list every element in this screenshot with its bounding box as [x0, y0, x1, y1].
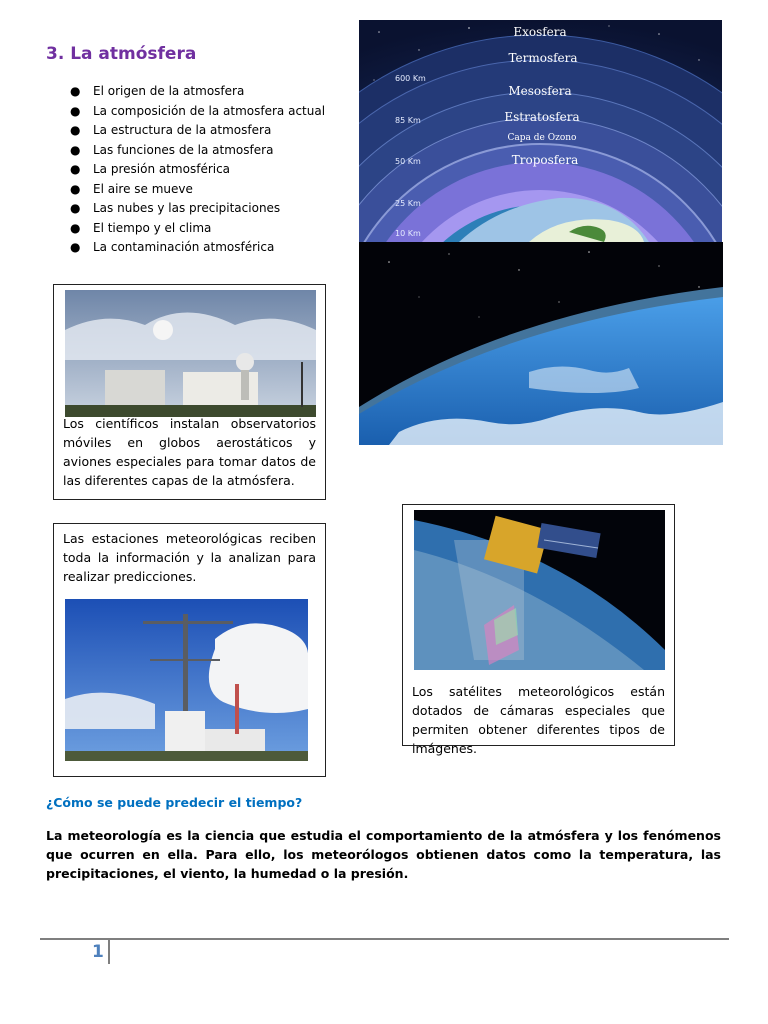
bullet-icon: ● [70, 201, 81, 215]
weather-balloon-image [65, 290, 316, 417]
topic-label: La composición de la atmosfera actual [93, 103, 326, 118]
altitude-label: 10 Km [395, 229, 421, 238]
section-title: 3. La atmósfera [46, 44, 197, 64]
satellite-image [414, 510, 665, 670]
layer-label: Termosfera [508, 51, 578, 65]
footer-divider [40, 938, 729, 940]
list-item [68, 219, 325, 239]
weather-balloon-svg [65, 290, 316, 417]
altitude-label: 600 Km [395, 74, 426, 83]
topic-label: La presión atmosférica [93, 162, 231, 176]
list-item [68, 199, 325, 219]
bullet-icon: ● [70, 84, 81, 98]
list-item [68, 82, 325, 102]
bullet-icon: ● [70, 142, 81, 157]
satellite-caption: Los satélites meteorológicos están dotados de cámaras especiales que permiten obtener diferentes tipos de imágenes. [412, 684, 665, 756]
earth-horizon-svg [359, 242, 723, 445]
topic-label: El origen de la atmosfera [93, 84, 245, 98]
list-item [68, 238, 325, 258]
layer-label: Troposfera [511, 153, 579, 167]
list-item [68, 141, 325, 161]
altitude-label: 25 Km [395, 199, 421, 208]
topic-label: La contaminación atmosférica [93, 240, 275, 254]
list-item [68, 180, 325, 200]
list-item [68, 121, 325, 141]
weather-station-box [53, 523, 326, 777]
page-number-separator [108, 938, 110, 964]
list-item [68, 102, 325, 122]
topic-label: El aire se mueve [93, 181, 193, 196]
balloon-observatory-box [53, 284, 326, 500]
station-caption: Las estaciones meteorológicas reciben toda la información y la analizan para realizar predicciones. [63, 531, 316, 584]
question-heading: ¿Cómo se puede predecir el tiempo? [46, 795, 303, 810]
atmosphere-layers-diagram [359, 20, 722, 242]
satellite-box [402, 504, 675, 756]
bullet-icon: ● [70, 240, 81, 254]
layer-label: Capa de Ozono [507, 133, 577, 143]
bullet-icon: ● [70, 181, 81, 196]
atmosphere-layers-svg [359, 20, 722, 242]
altitude-label: 85 Km [395, 116, 421, 125]
bullet-icon: ● [70, 220, 81, 235]
topic-label: Las nubes y las precipitaciones [93, 201, 281, 215]
topic-label: El tiempo y el clima [93, 220, 212, 235]
layer-label: Mesosfera [508, 84, 572, 98]
weather-station-svg [65, 599, 308, 761]
satellite-svg [414, 510, 665, 670]
bullet-icon: ● [70, 162, 81, 176]
page-number: 1 [92, 942, 104, 962]
earth-from-space-image [359, 242, 723, 445]
bullet-icon: ● [70, 123, 81, 137]
list-item [68, 160, 325, 180]
altitude-label: 50 Km [395, 157, 421, 166]
bullet-icon: ● [70, 103, 81, 118]
balloon-caption: Los científicos instalan observatorios móviles en globos aerostáticos y aviones especiales para tomar datos de las diferentes capas de la atmósfera. [63, 416, 316, 488]
topic-label: La estructura de la atmosfera [93, 123, 272, 137]
topic-label: Las funciones de la atmosfera [93, 142, 274, 157]
topic-list [68, 82, 325, 258]
weather-station-image [65, 599, 308, 761]
layer-label: Exosfera [513, 25, 567, 39]
body-paragraph: La meteorología es la ciencia que estudia el comportamiento de la atmósfera y los fenómenos que ocurren en ella. Para ello, los meteorólogos obtienen datos como la temperatura, las precipitaciones, el viento, la humedad o la presión. [46, 828, 721, 881]
layer-label: Estratosfera [504, 110, 580, 124]
